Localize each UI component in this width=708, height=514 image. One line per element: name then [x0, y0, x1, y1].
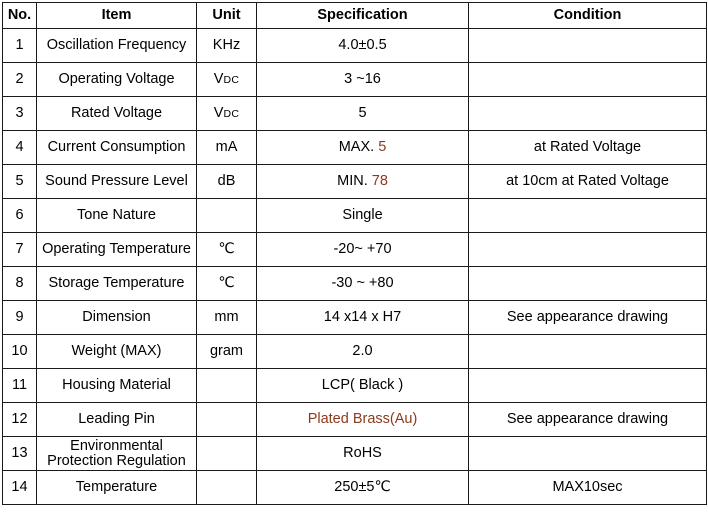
item-cell: Current Consumption	[37, 131, 197, 165]
spec-prefix: MAX.	[338, 139, 379, 155]
row-number: 10	[3, 335, 37, 369]
unit-cell: mA	[197, 131, 257, 165]
row-number: 2	[3, 63, 37, 97]
condition-cell: at Rated Voltage	[469, 131, 707, 165]
table-row	[3, 233, 707, 267]
header-item: Item	[37, 3, 197, 29]
condition-cell	[469, 233, 707, 267]
spec-cell: -30 ~ +80	[257, 267, 469, 301]
unit-main: V	[213, 104, 224, 121]
condition-cell	[469, 29, 707, 63]
condition-cell	[469, 199, 707, 233]
item-cell: Dimension	[37, 301, 197, 335]
condition-cell	[469, 335, 707, 369]
spec-cell: Single	[257, 199, 469, 233]
spec-table	[2, 2, 707, 505]
item-cell: Oscillation Frequency	[37, 29, 197, 63]
table-row	[3, 403, 707, 437]
item-cell: Rated Voltage	[37, 97, 197, 131]
table-row	[3, 131, 707, 165]
unit-cell	[197, 369, 257, 403]
table-row	[3, 63, 707, 97]
table-row	[3, 335, 707, 369]
spec-value: 5	[378, 139, 387, 155]
item-cell	[37, 437, 197, 471]
table-row	[3, 97, 707, 131]
spec-cell: 5	[257, 97, 469, 131]
unit-cell: gram	[197, 335, 257, 369]
item-cell: Sound Pressure Level	[37, 165, 197, 199]
table-row	[3, 369, 707, 403]
spec-value: 78	[371, 173, 388, 189]
row-number: 14	[3, 471, 37, 505]
row-number: 3	[3, 97, 37, 131]
spec-cell	[257, 165, 469, 199]
condition-cell	[469, 267, 707, 301]
table-row	[3, 165, 707, 199]
table-row	[3, 29, 707, 63]
condition-cell: at 10cm at Rated Voltage	[469, 165, 707, 199]
condition-cell	[469, 63, 707, 97]
item-cell: Storage Temperature	[37, 267, 197, 301]
table-row	[3, 471, 707, 505]
item-cell: Operating Voltage	[37, 63, 197, 97]
row-number: 9	[3, 301, 37, 335]
row-number: 5	[3, 165, 37, 199]
spec-cell	[257, 131, 469, 165]
unit-cell	[197, 199, 257, 233]
item-cell: Tone Nature	[37, 199, 197, 233]
item-line-2: Protection Regulation	[47, 452, 186, 469]
unit-cell: ℃	[197, 233, 257, 267]
row-number: 13	[3, 437, 37, 471]
unit-main: V	[213, 70, 224, 87]
spec-prefix: MIN.	[337, 173, 372, 189]
header-unit: Unit	[197, 3, 257, 29]
row-number: 6	[3, 199, 37, 233]
unit-cell	[197, 63, 257, 97]
spec-cell: 2.0	[257, 335, 469, 369]
row-number: 1	[3, 29, 37, 63]
row-number: 4	[3, 131, 37, 165]
spec-cell: 4.0±0.5	[257, 29, 469, 63]
item-cell: Housing Material	[37, 369, 197, 403]
header-row	[3, 3, 707, 29]
header-condition: Condition	[469, 3, 707, 29]
spec-cell: 14 x14 x H7	[257, 301, 469, 335]
unit-cell: ℃	[197, 267, 257, 301]
condition-cell: MAX10sec	[469, 471, 707, 505]
spec-cell: RoHS	[257, 437, 469, 471]
spec-cell: 3 ~16	[257, 63, 469, 97]
item-cell: Leading Pin	[37, 403, 197, 437]
item-cell: Weight (MAX)	[37, 335, 197, 369]
table-row	[3, 437, 707, 471]
condition-cell: See appearance drawing	[469, 403, 707, 437]
unit-cell: mm	[197, 301, 257, 335]
item-cell: Operating Temperature	[37, 233, 197, 267]
condition-cell	[469, 437, 707, 471]
unit-cell	[197, 97, 257, 131]
row-number: 8	[3, 267, 37, 301]
condition-cell	[469, 369, 707, 403]
spec-cell: -20~ +70	[257, 233, 469, 267]
header-no: No.	[3, 3, 37, 29]
unit-sub: DC	[223, 107, 240, 120]
spec-cell: 250±5℃	[257, 471, 469, 505]
table-row	[3, 199, 707, 233]
condition-cell	[469, 97, 707, 131]
item-cell: Temperature	[37, 471, 197, 505]
table-row	[3, 301, 707, 335]
table-row	[3, 267, 707, 301]
item-line-1: Environmental	[70, 437, 163, 454]
header-specification: Specification	[257, 3, 469, 29]
unit-cell	[197, 471, 257, 505]
row-number: 12	[3, 403, 37, 437]
unit-sub: DC	[223, 73, 240, 86]
spec-cell: LCP( Black )	[257, 369, 469, 403]
spec-cell: Plated Brass(Au)	[257, 403, 469, 437]
unit-cell: KHz	[197, 29, 257, 63]
row-number: 7	[3, 233, 37, 267]
unit-cell	[197, 437, 257, 471]
unit-cell: dB	[197, 165, 257, 199]
unit-cell	[197, 403, 257, 437]
row-number: 11	[3, 369, 37, 403]
condition-cell: See appearance drawing	[469, 301, 707, 335]
